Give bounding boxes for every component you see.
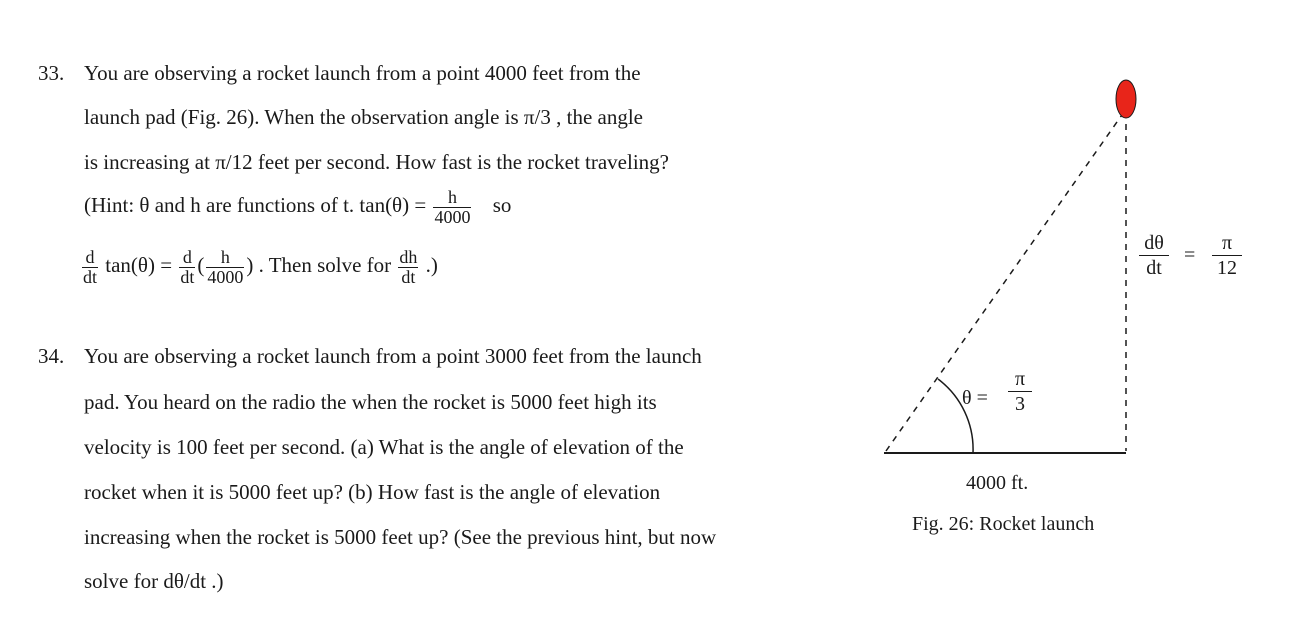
- paren-open: (: [197, 253, 205, 277]
- rate-equals: =: [1184, 244, 1196, 266]
- problem-33-line-1: You are observing a rocket launch from a point 4000 feet from the: [84, 61, 641, 85]
- d-numerator-2: d: [182, 246, 192, 267]
- rocket-icon: [1116, 80, 1136, 118]
- d-numerator: d: [85, 246, 95, 267]
- theta-fraction-numerator: π: [1014, 368, 1026, 390]
- line-of-sight-dashed: [886, 112, 1124, 451]
- hint-prefix: (Hint: θ and h are functions of t. tan(θ) =: [84, 193, 427, 217]
- tan-text: tan(θ) =: [105, 253, 173, 277]
- problem-33-line-2: launch pad (Fig. 26). When the observation angle is π/3 , the angle: [84, 105, 643, 129]
- theta-fraction: [1008, 367, 1032, 416]
- hint-end: .): [425, 253, 438, 277]
- problem-34-line-1: You are observing a rocket launch from a point 3000 feet from the launch: [84, 344, 702, 368]
- rate-numerator: dθ: [1144, 232, 1164, 254]
- dh-numerator: dh: [399, 246, 418, 267]
- figure-caption: Fig. 26: Rocket launch: [912, 513, 1095, 535]
- rate-value-denominator: 12: [1212, 255, 1242, 280]
- problem-34-number: 34.: [38, 344, 65, 368]
- rate-denominator: dt: [1139, 255, 1169, 280]
- dt-denominator-2: dt: [180, 266, 195, 287]
- theta-label: θ =: [962, 387, 988, 409]
- hint-fraction-denominator: 4000: [434, 206, 471, 227]
- hint-suffix: so: [492, 193, 512, 217]
- rate-value-fraction: [1212, 231, 1242, 280]
- problem-34-line-4: rocket when it is 5000 feet up? (b) How fast is the angle of elevation: [84, 480, 661, 504]
- theta-fraction-denominator: 3: [1008, 391, 1032, 416]
- problem-34-line-5: increasing when the rocket is 5000 feet up? (See the previous hint, but now: [84, 525, 717, 549]
- problem-33-number: 33.: [38, 61, 65, 85]
- rate-fraction: [1139, 231, 1169, 280]
- problem-34-line-3: velocity is 100 feet per second. (a) What is the angle of elevation of the: [84, 435, 684, 459]
- dt-denominator: dt: [83, 266, 98, 287]
- dh-dt-denominator: dt: [398, 267, 418, 287]
- problem-33-line-3: is increasing at π/12 feet per second. How fast is the rocket traveling?: [84, 150, 669, 174]
- hint-fraction-numerator: h: [447, 186, 457, 207]
- 4000-denominator: 4000: [207, 266, 244, 287]
- h-numerator: h: [220, 246, 230, 267]
- paren-close-text: ) . Then solve for: [246, 253, 392, 277]
- base-distance-label: 4000 ft.: [966, 472, 1029, 494]
- problem-34-line-2: pad. You heard on the radio the when the rocket is 5000 feet high its: [84, 390, 657, 414]
- problem-34-line-6: solve for dθ/dt .): [84, 569, 224, 593]
- rate-value-numerator: π: [1221, 232, 1233, 254]
